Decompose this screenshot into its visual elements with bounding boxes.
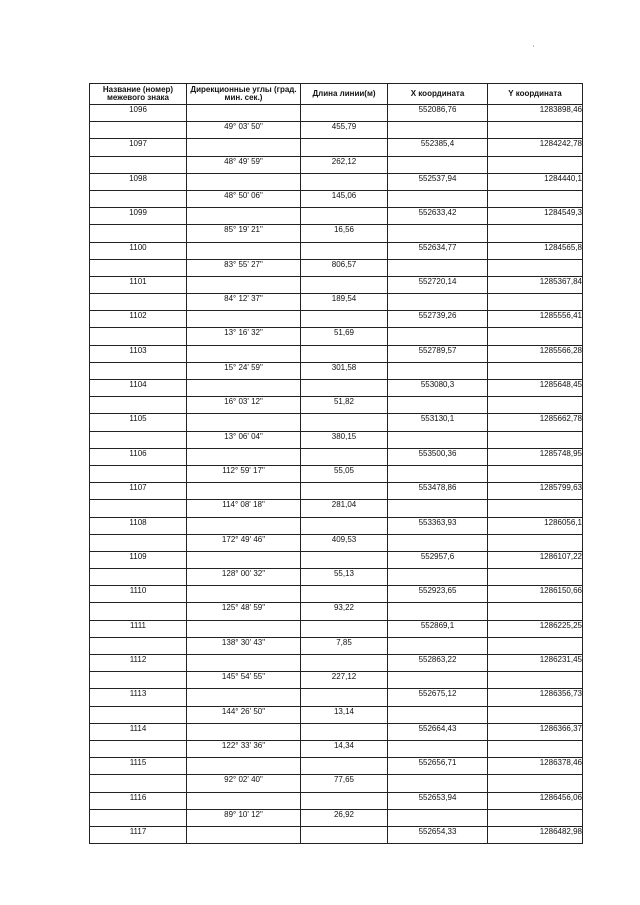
x-coordinate: 552720,14 bbox=[388, 276, 488, 293]
segment-row bbox=[90, 259, 583, 276]
empty-cell bbox=[301, 483, 388, 500]
point-row bbox=[90, 792, 583, 809]
direction-angle: 16° 03' 12" bbox=[187, 397, 301, 414]
empty-cell bbox=[388, 706, 488, 723]
empty-cell bbox=[90, 534, 187, 551]
point-name: 1105 bbox=[90, 414, 187, 431]
empty-cell bbox=[301, 758, 388, 775]
y-coordinate: 1285648,45 bbox=[488, 380, 583, 397]
point-name: 1110 bbox=[90, 586, 187, 603]
y-coordinate: 1283898,46 bbox=[488, 105, 583, 122]
empty-cell bbox=[488, 706, 583, 723]
line-length: 93,22 bbox=[301, 603, 388, 620]
empty-cell bbox=[301, 173, 388, 190]
point-name: 1101 bbox=[90, 276, 187, 293]
empty-cell bbox=[301, 723, 388, 740]
direction-angle: 112° 59' 17" bbox=[187, 465, 301, 482]
direction-angle: 145° 54' 55" bbox=[187, 672, 301, 689]
segment-row bbox=[90, 156, 583, 173]
direction-angle: 122° 33' 36" bbox=[187, 740, 301, 757]
empty-cell bbox=[187, 242, 301, 259]
empty-cell bbox=[301, 517, 388, 534]
line-length: 55,05 bbox=[301, 465, 388, 482]
empty-cell bbox=[187, 345, 301, 362]
point-name: 1096 bbox=[90, 105, 187, 122]
x-coordinate: 552739,26 bbox=[388, 311, 488, 328]
direction-angle: 49° 03' 50" bbox=[187, 122, 301, 139]
point-row bbox=[90, 242, 583, 259]
x-coordinate: 552957,6 bbox=[388, 551, 488, 568]
line-length: 455,79 bbox=[301, 122, 388, 139]
point-row bbox=[90, 586, 583, 603]
empty-cell bbox=[388, 122, 488, 139]
empty-cell bbox=[388, 259, 488, 276]
point-row bbox=[90, 655, 583, 672]
point-row bbox=[90, 173, 583, 190]
point-name: 1111 bbox=[90, 620, 187, 637]
empty-cell bbox=[301, 380, 388, 397]
header-name: Название (номер) межевого знака bbox=[90, 84, 187, 105]
y-coordinate: 1286366,37 bbox=[488, 723, 583, 740]
empty-cell bbox=[388, 603, 488, 620]
empty-cell bbox=[301, 448, 388, 465]
direction-angle: 13° 16' 32" bbox=[187, 328, 301, 345]
x-coordinate: 552086,76 bbox=[388, 105, 488, 122]
empty-cell bbox=[90, 190, 187, 207]
point-row bbox=[90, 380, 583, 397]
empty-cell bbox=[301, 276, 388, 293]
x-coordinate: 552664,43 bbox=[388, 723, 488, 740]
header-y: Y координата bbox=[488, 84, 583, 105]
y-coordinate: 1285662,78 bbox=[488, 414, 583, 431]
empty-cell bbox=[90, 569, 187, 586]
point-row bbox=[90, 723, 583, 740]
empty-cell bbox=[488, 122, 583, 139]
empty-cell bbox=[90, 156, 187, 173]
empty-cell bbox=[388, 156, 488, 173]
x-coordinate: 552656,71 bbox=[388, 758, 488, 775]
y-coordinate: 1285799,63 bbox=[488, 483, 583, 500]
empty-cell bbox=[388, 294, 488, 311]
empty-cell bbox=[301, 620, 388, 637]
empty-cell bbox=[187, 723, 301, 740]
point-row bbox=[90, 345, 583, 362]
empty-cell bbox=[187, 689, 301, 706]
point-name: 1109 bbox=[90, 551, 187, 568]
point-row bbox=[90, 826, 583, 843]
table-body bbox=[90, 105, 583, 844]
segment-row bbox=[90, 775, 583, 792]
line-length: 14,34 bbox=[301, 740, 388, 757]
empty-cell bbox=[90, 603, 187, 620]
empty-cell bbox=[90, 672, 187, 689]
empty-cell bbox=[187, 655, 301, 672]
empty-cell bbox=[187, 208, 301, 225]
segment-row bbox=[90, 362, 583, 379]
line-length: 55,13 bbox=[301, 569, 388, 586]
y-coordinate: 1286056,1 bbox=[488, 517, 583, 534]
y-coordinate: 1285566,28 bbox=[488, 345, 583, 362]
empty-cell bbox=[388, 500, 488, 517]
point-name: 1112 bbox=[90, 655, 187, 672]
point-row bbox=[90, 139, 583, 156]
point-row bbox=[90, 517, 583, 534]
empty-cell bbox=[90, 809, 187, 826]
empty-cell bbox=[90, 740, 187, 757]
empty-cell bbox=[187, 551, 301, 568]
empty-cell bbox=[187, 105, 301, 122]
empty-cell bbox=[301, 414, 388, 431]
empty-cell bbox=[90, 500, 187, 517]
y-coordinate: 1286225,25 bbox=[488, 620, 583, 637]
empty-cell bbox=[388, 362, 488, 379]
direction-angle: 48° 50' 06" bbox=[187, 190, 301, 207]
x-coordinate: 552633,42 bbox=[388, 208, 488, 225]
direction-angle: 83° 55' 27" bbox=[187, 259, 301, 276]
empty-cell bbox=[388, 431, 488, 448]
empty-cell bbox=[90, 775, 187, 792]
point-row bbox=[90, 448, 583, 465]
empty-cell bbox=[488, 225, 583, 242]
empty-cell bbox=[388, 740, 488, 757]
point-name: 1107 bbox=[90, 483, 187, 500]
direction-angle: 114° 08' 18" bbox=[187, 500, 301, 517]
segment-row bbox=[90, 534, 583, 551]
empty-cell bbox=[488, 534, 583, 551]
empty-cell bbox=[90, 362, 187, 379]
line-length: 281,04 bbox=[301, 500, 388, 517]
table-header-row bbox=[90, 84, 583, 105]
segment-row bbox=[90, 328, 583, 345]
empty-cell bbox=[488, 190, 583, 207]
point-name: 1117 bbox=[90, 826, 187, 843]
segment-row bbox=[90, 809, 583, 826]
empty-cell bbox=[488, 465, 583, 482]
segment-row bbox=[90, 740, 583, 757]
point-row bbox=[90, 276, 583, 293]
point-name: 1099 bbox=[90, 208, 187, 225]
segment-row bbox=[90, 122, 583, 139]
line-length: 7,85 bbox=[301, 637, 388, 654]
empty-cell bbox=[301, 311, 388, 328]
line-length: 409,53 bbox=[301, 534, 388, 551]
point-row bbox=[90, 105, 583, 122]
empty-cell bbox=[187, 311, 301, 328]
x-coordinate: 552923,65 bbox=[388, 586, 488, 603]
line-length: 26,92 bbox=[301, 809, 388, 826]
empty-cell bbox=[187, 792, 301, 809]
point-name: 1100 bbox=[90, 242, 187, 259]
empty-cell bbox=[488, 637, 583, 654]
empty-cell bbox=[301, 826, 388, 843]
corner-mark: ' bbox=[533, 46, 535, 52]
empty-cell bbox=[187, 586, 301, 603]
y-coordinate: 1285367,84 bbox=[488, 276, 583, 293]
empty-cell bbox=[488, 156, 583, 173]
line-length: 806,57 bbox=[301, 259, 388, 276]
empty-cell bbox=[301, 345, 388, 362]
empty-cell bbox=[90, 465, 187, 482]
empty-cell bbox=[388, 534, 488, 551]
x-coordinate: 552537,94 bbox=[388, 173, 488, 190]
point-name: 1114 bbox=[90, 723, 187, 740]
point-name: 1106 bbox=[90, 448, 187, 465]
empty-cell bbox=[488, 259, 583, 276]
segment-row bbox=[90, 672, 583, 689]
empty-cell bbox=[90, 328, 187, 345]
line-length: 262,12 bbox=[301, 156, 388, 173]
point-name: 1097 bbox=[90, 139, 187, 156]
boundary-coordinates-table bbox=[89, 83, 583, 844]
y-coordinate: 1286150,66 bbox=[488, 586, 583, 603]
point-row bbox=[90, 208, 583, 225]
direction-angle: 128° 00' 32" bbox=[187, 569, 301, 586]
point-row bbox=[90, 483, 583, 500]
point-name: 1104 bbox=[90, 380, 187, 397]
y-coordinate: 1286231,45 bbox=[488, 655, 583, 672]
y-coordinate: 1286482,98 bbox=[488, 826, 583, 843]
empty-cell bbox=[187, 380, 301, 397]
x-coordinate: 552789,57 bbox=[388, 345, 488, 362]
segment-row bbox=[90, 294, 583, 311]
empty-cell bbox=[388, 775, 488, 792]
segment-row bbox=[90, 603, 583, 620]
empty-cell bbox=[90, 122, 187, 139]
y-coordinate: 1286356,73 bbox=[488, 689, 583, 706]
empty-cell bbox=[187, 139, 301, 156]
empty-cell bbox=[301, 689, 388, 706]
point-name: 1103 bbox=[90, 345, 187, 362]
line-length: 13,14 bbox=[301, 706, 388, 723]
line-length: 51,69 bbox=[301, 328, 388, 345]
segment-row bbox=[90, 569, 583, 586]
empty-cell bbox=[488, 775, 583, 792]
empty-cell bbox=[90, 431, 187, 448]
segment-row bbox=[90, 706, 583, 723]
empty-cell bbox=[301, 105, 388, 122]
empty-cell bbox=[187, 758, 301, 775]
empty-cell bbox=[388, 397, 488, 414]
empty-cell bbox=[301, 586, 388, 603]
empty-cell bbox=[90, 706, 187, 723]
header-length: Длина линии(м) bbox=[301, 84, 388, 105]
x-coordinate: 552654,33 bbox=[388, 826, 488, 843]
empty-cell bbox=[301, 208, 388, 225]
x-coordinate: 553363,93 bbox=[388, 517, 488, 534]
point-row bbox=[90, 311, 583, 328]
point-name: 1102 bbox=[90, 311, 187, 328]
empty-cell bbox=[488, 500, 583, 517]
y-coordinate: 1284565,8 bbox=[488, 242, 583, 259]
empty-cell bbox=[187, 448, 301, 465]
empty-cell bbox=[488, 740, 583, 757]
line-length: 189,54 bbox=[301, 294, 388, 311]
empty-cell bbox=[187, 483, 301, 500]
y-coordinate: 1286456,06 bbox=[488, 792, 583, 809]
y-coordinate: 1285556,41 bbox=[488, 311, 583, 328]
direction-angle: 85° 19' 21" bbox=[187, 225, 301, 242]
line-length: 227,12 bbox=[301, 672, 388, 689]
direction-angle: 13° 06' 04" bbox=[187, 431, 301, 448]
empty-cell bbox=[488, 362, 583, 379]
x-coordinate: 553080,3 bbox=[388, 380, 488, 397]
direction-angle: 125° 48' 59" bbox=[187, 603, 301, 620]
point-name: 1108 bbox=[90, 517, 187, 534]
point-name: 1098 bbox=[90, 173, 187, 190]
direction-angle: 48° 49' 59" bbox=[187, 156, 301, 173]
point-row bbox=[90, 414, 583, 431]
direction-angle: 15° 24' 59" bbox=[187, 362, 301, 379]
x-coordinate: 552653,94 bbox=[388, 792, 488, 809]
point-row bbox=[90, 758, 583, 775]
empty-cell bbox=[388, 190, 488, 207]
line-length: 380,15 bbox=[301, 431, 388, 448]
y-coordinate: 1286378,46 bbox=[488, 758, 583, 775]
empty-cell bbox=[187, 414, 301, 431]
line-length: 301,58 bbox=[301, 362, 388, 379]
x-coordinate: 553130,1 bbox=[388, 414, 488, 431]
empty-cell bbox=[488, 328, 583, 345]
empty-cell bbox=[388, 465, 488, 482]
point-name: 1115 bbox=[90, 758, 187, 775]
header-x: X координата bbox=[388, 84, 488, 105]
direction-angle: 89° 10' 12" bbox=[187, 809, 301, 826]
empty-cell bbox=[301, 242, 388, 259]
point-name: 1113 bbox=[90, 689, 187, 706]
direction-angle: 84° 12' 37" bbox=[187, 294, 301, 311]
empty-cell bbox=[301, 139, 388, 156]
segment-row bbox=[90, 465, 583, 482]
point-row bbox=[90, 551, 583, 568]
empty-cell bbox=[301, 792, 388, 809]
x-coordinate: 552385,4 bbox=[388, 139, 488, 156]
direction-angle: 138° 30' 43" bbox=[187, 637, 301, 654]
empty-cell bbox=[90, 294, 187, 311]
empty-cell bbox=[388, 672, 488, 689]
empty-cell bbox=[90, 397, 187, 414]
empty-cell bbox=[388, 225, 488, 242]
empty-cell bbox=[90, 637, 187, 654]
empty-cell bbox=[488, 294, 583, 311]
x-coordinate: 553500,36 bbox=[388, 448, 488, 465]
empty-cell bbox=[488, 569, 583, 586]
segment-row bbox=[90, 397, 583, 414]
segment-row bbox=[90, 431, 583, 448]
empty-cell bbox=[90, 225, 187, 242]
y-coordinate: 1284242,78 bbox=[488, 139, 583, 156]
empty-cell bbox=[488, 672, 583, 689]
x-coordinate: 552675,12 bbox=[388, 689, 488, 706]
header-angle: Дирекционные углы (град. мин. сек.) bbox=[187, 84, 301, 105]
point-name: 1116 bbox=[90, 792, 187, 809]
line-length: 77,65 bbox=[301, 775, 388, 792]
line-length: 51,82 bbox=[301, 397, 388, 414]
direction-angle: 144° 26' 50" bbox=[187, 706, 301, 723]
empty-cell bbox=[187, 517, 301, 534]
empty-cell bbox=[388, 328, 488, 345]
empty-cell bbox=[488, 809, 583, 826]
empty-cell bbox=[388, 637, 488, 654]
direction-angle: 172° 49' 46" bbox=[187, 534, 301, 551]
y-coordinate: 1284440,1 bbox=[488, 173, 583, 190]
empty-cell bbox=[301, 655, 388, 672]
line-length: 145,06 bbox=[301, 190, 388, 207]
segment-row bbox=[90, 637, 583, 654]
empty-cell bbox=[488, 603, 583, 620]
segment-row bbox=[90, 190, 583, 207]
empty-cell bbox=[388, 569, 488, 586]
y-coordinate: 1286107,22 bbox=[488, 551, 583, 568]
point-row bbox=[90, 689, 583, 706]
point-row bbox=[90, 620, 583, 637]
empty-cell bbox=[488, 431, 583, 448]
empty-cell bbox=[187, 173, 301, 190]
segment-row bbox=[90, 500, 583, 517]
x-coordinate: 553478,86 bbox=[388, 483, 488, 500]
empty-cell bbox=[90, 259, 187, 276]
empty-cell bbox=[187, 826, 301, 843]
empty-cell bbox=[488, 397, 583, 414]
x-coordinate: 552863,22 bbox=[388, 655, 488, 672]
empty-cell bbox=[301, 551, 388, 568]
empty-cell bbox=[187, 276, 301, 293]
empty-cell bbox=[388, 809, 488, 826]
y-coordinate: 1284549,3 bbox=[488, 208, 583, 225]
x-coordinate: 552869,1 bbox=[388, 620, 488, 637]
direction-angle: 92° 02' 40" bbox=[187, 775, 301, 792]
empty-cell bbox=[187, 620, 301, 637]
segment-row bbox=[90, 225, 583, 242]
x-coordinate: 552634,77 bbox=[388, 242, 488, 259]
y-coordinate: 1285748,95 bbox=[488, 448, 583, 465]
line-length: 16,56 bbox=[301, 225, 388, 242]
